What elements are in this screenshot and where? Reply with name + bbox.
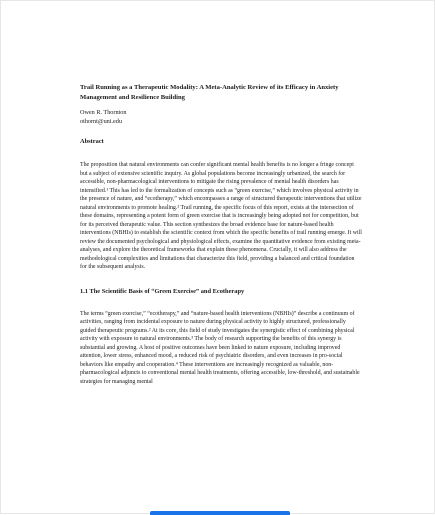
paper-title: Trail Running as a Therapeutic Modality: A Meta-Analytic Review of its Efficacy in Anxiety Management and Resilience Building [80,84,339,101]
abstract-heading: Abstract [80,138,104,145]
author-email: othornt@uni.edu [80,118,122,125]
section-heading: 1.1 The Scientific Basis of “Green Exercise” and Ecotherapy [80,287,245,295]
section-paragraph: The terms “green exercise,” “ecotherapy,” and “nature-based health interventions (NBHIs)” describe a continuum of activities, ranging from incidental exposure to nature during physical activity to highly structured, professionally guided therapeutic programs.² At its core, this field of study investigates the synergistic effect of combining physical activity with exposure to natural environments.³ The body of research supporting the benefits of this synergy is substantial and growing. A host of positive outcomes have been linked to nature exposure, including improved attention, lower stress, enhanced mood, a reduced risk of psychiatric disorders, and even increases in pro-social behaviors like empathy and cooperation.⁴ These interventions are increasingly recognized as valuable, non-pharmacological adjuncts to conventional mental health treatments, offering accessible, low-threshold, and sustainable strategies for managing mental [80,310,360,385]
bottom-scroll-indicator[interactable] [150,511,290,515]
paper-body [80,83,362,386]
abstract-paragraph: The proposition that natural environments can confer significant mental health benefits is no longer a fringe concept but a subject of extensive scientific inquiry. As global populations become increasingly urbanized, the search for accessible, non-pharmacological interventions to mitigate the rising prevalence of mental health disorders has intensified.¹ This has led to the formalization of concepts such as “green exercise,” which involves physical activity in the presence of nature, and “ecotherapy,” which encompasses a range of structured therapeutic interventions that utilize natural environments to promote healing.² Trail running, the specific focus of this report, exists at the intersection of these domains, representing a potent form of green exercise that is increasingly being adopted not for competition, but for its perceived therapeutic value. This section synthesizes the broad evidence base for nature-based health interventions (NBHIs) to establish the scientific context from which the specific benefits of trail running emerge. It will review the documented psychological and physiological effects, examine the quantitative evidence from existing meta-analyses, and explore the theoretical frameworks that explain these phenomena. Crucially, it will also address the methodological complexities and limitations that characterize this field, providing a balanced and critical foundation for the subsequent analysis. [80,162,362,270]
author-name: Owen R. Thornton [80,109,127,116]
